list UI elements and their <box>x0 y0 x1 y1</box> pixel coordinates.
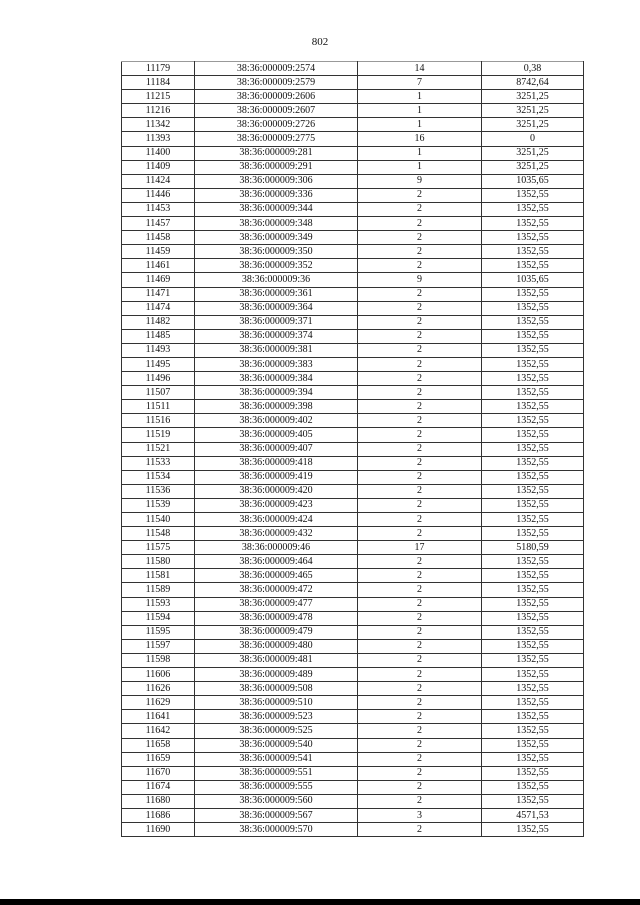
count-cell: 1 <box>358 146 482 160</box>
row-number-cell: 11400 <box>122 146 195 160</box>
count-cell: 2 <box>358 301 482 315</box>
row-number-cell: 11493 <box>122 343 195 357</box>
table-row <box>122 259 584 273</box>
count-cell: 2 <box>358 569 482 583</box>
count-cell: 3 <box>358 808 482 822</box>
value-cell: 1352,55 <box>482 696 584 710</box>
row-number-cell: 11540 <box>122 513 195 527</box>
value-cell: 1352,55 <box>482 231 584 245</box>
count-cell: 2 <box>358 202 482 216</box>
count-cell: 2 <box>358 823 482 837</box>
cadastral-number-cell: 38:36:000009:481 <box>195 653 358 667</box>
cadastral-number-cell: 38:36:000009:2606 <box>195 90 358 104</box>
cadastral-number-cell: 38:36:000009:423 <box>195 498 358 512</box>
value-cell: 1352,55 <box>482 668 584 682</box>
count-cell: 2 <box>358 287 482 301</box>
row-number-cell: 11216 <box>122 104 195 118</box>
row-number-cell: 11457 <box>122 217 195 231</box>
count-cell: 2 <box>358 752 482 766</box>
value-cell: 1352,55 <box>482 752 584 766</box>
table-row <box>122 808 584 822</box>
table-row <box>122 287 584 301</box>
value-cell: 0,38 <box>482 62 584 76</box>
cadastral-number-cell: 38:36:000009:344 <box>195 202 358 216</box>
value-cell: 0 <box>482 132 584 146</box>
value-cell: 1352,55 <box>482 653 584 667</box>
cadastral-number-cell: 38:36:000009:398 <box>195 400 358 414</box>
count-cell: 2 <box>358 217 482 231</box>
table-row <box>122 527 584 541</box>
count-cell: 2 <box>358 315 482 329</box>
cadastral-number-cell: 38:36:000009:364 <box>195 301 358 315</box>
cadastral-number-cell: 38:36:000009:352 <box>195 259 358 273</box>
row-number-cell: 11680 <box>122 794 195 808</box>
value-cell: 1035,65 <box>482 273 584 287</box>
table-row <box>122 513 584 527</box>
value-cell: 3251,25 <box>482 146 584 160</box>
cadastral-number-cell: 38:36:000009:464 <box>195 555 358 569</box>
row-number-cell: 11626 <box>122 682 195 696</box>
table-row <box>122 146 584 160</box>
table-row <box>122 104 584 118</box>
table-row <box>122 202 584 216</box>
count-cell: 2 <box>358 231 482 245</box>
table-row <box>122 569 584 583</box>
row-number-cell: 11342 <box>122 118 195 132</box>
value-cell: 1352,55 <box>482 738 584 752</box>
cadastral-number-cell: 38:36:000009:420 <box>195 484 358 498</box>
count-cell: 2 <box>358 498 482 512</box>
table-row <box>122 273 584 287</box>
table-row <box>122 738 584 752</box>
row-number-cell: 11629 <box>122 696 195 710</box>
row-number-cell: 11495 <box>122 357 195 371</box>
value-cell: 1352,55 <box>482 414 584 428</box>
count-cell: 2 <box>358 470 482 484</box>
value-cell: 1352,55 <box>482 343 584 357</box>
table-row <box>122 682 584 696</box>
row-number-cell: 11606 <box>122 668 195 682</box>
value-cell: 1352,55 <box>482 329 584 343</box>
cadastral-number-cell: 38:36:000009:374 <box>195 329 358 343</box>
row-number-cell: 11670 <box>122 766 195 780</box>
row-number-cell: 11511 <box>122 400 195 414</box>
table-row <box>122 315 584 329</box>
row-number-cell: 11179 <box>122 62 195 76</box>
cadastral-number-cell: 38:36:000009:541 <box>195 752 358 766</box>
cadastral-number-cell: 38:36:000009:349 <box>195 231 358 245</box>
count-cell: 2 <box>358 442 482 456</box>
table-row <box>122 611 584 625</box>
row-number-cell: 11471 <box>122 287 195 301</box>
count-cell: 2 <box>358 372 482 386</box>
cadastral-number-cell: 38:36:000009:384 <box>195 372 358 386</box>
value-cell: 1352,55 <box>482 470 584 484</box>
count-cell: 9 <box>358 174 482 188</box>
table-row <box>122 160 584 174</box>
table-row <box>122 780 584 794</box>
table-row <box>122 343 584 357</box>
table-row <box>122 428 584 442</box>
value-cell: 3251,25 <box>482 118 584 132</box>
row-number-cell: 11453 <box>122 202 195 216</box>
value-cell: 4571,53 <box>482 808 584 822</box>
row-number-cell: 11521 <box>122 442 195 456</box>
table-row <box>122 498 584 512</box>
cadastral-number-cell: 38:36:000009:281 <box>195 146 358 160</box>
count-cell: 2 <box>358 259 482 273</box>
table-row <box>122 724 584 738</box>
value-cell: 1352,55 <box>482 202 584 216</box>
table-row <box>122 639 584 653</box>
value-cell: 1352,55 <box>482 498 584 512</box>
table-row <box>122 400 584 414</box>
count-cell: 2 <box>358 357 482 371</box>
row-number-cell: 11642 <box>122 724 195 738</box>
value-cell: 1352,55 <box>482 639 584 653</box>
value-cell: 5180,59 <box>482 541 584 555</box>
cadastral-number-cell: 38:36:000009:424 <box>195 513 358 527</box>
value-cell: 1352,55 <box>482 287 584 301</box>
cadastral-number-cell: 38:36:000009:555 <box>195 780 358 794</box>
count-cell: 2 <box>358 329 482 343</box>
row-number-cell: 11581 <box>122 569 195 583</box>
table-row <box>122 752 584 766</box>
table-row <box>122 90 584 104</box>
row-number-cell: 11580 <box>122 555 195 569</box>
row-number-cell: 11482 <box>122 315 195 329</box>
value-cell: 1352,55 <box>482 315 584 329</box>
cadastral-number-cell: 38:36:000009:560 <box>195 794 358 808</box>
count-cell: 2 <box>358 555 482 569</box>
cadastral-number-cell: 38:36:000009:2726 <box>195 118 358 132</box>
count-cell: 2 <box>358 766 482 780</box>
row-number-cell: 11507 <box>122 386 195 400</box>
cadastral-number-cell: 38:36:000009:348 <box>195 217 358 231</box>
row-number-cell: 11474 <box>122 301 195 315</box>
row-number-cell: 11674 <box>122 780 195 794</box>
value-cell: 1352,55 <box>482 513 584 527</box>
row-number-cell: 11658 <box>122 738 195 752</box>
row-number-cell: 11409 <box>122 160 195 174</box>
value-cell: 1352,55 <box>482 217 584 231</box>
value-cell: 8742,64 <box>482 76 584 90</box>
row-number-cell: 11516 <box>122 414 195 428</box>
value-cell: 1352,55 <box>482 386 584 400</box>
value-cell: 3251,25 <box>482 90 584 104</box>
row-number-cell: 11536 <box>122 484 195 498</box>
value-cell: 1352,55 <box>482 794 584 808</box>
row-number-cell: 11686 <box>122 808 195 822</box>
value-cell: 1352,55 <box>482 823 584 837</box>
value-cell: 1352,55 <box>482 357 584 371</box>
scan-bottom-edge <box>0 899 640 905</box>
cadastral-number-cell: 38:36:000009:508 <box>195 682 358 696</box>
cadastral-number-cell: 38:36:000009:2775 <box>195 132 358 146</box>
count-cell: 2 <box>358 484 482 498</box>
cadastral-number-cell: 38:36:000009:523 <box>195 710 358 724</box>
value-cell: 1352,55 <box>482 301 584 315</box>
count-cell: 2 <box>358 653 482 667</box>
value-cell: 1035,65 <box>482 174 584 188</box>
cadastral-number-cell: 38:36:000009:361 <box>195 287 358 301</box>
count-cell: 2 <box>358 625 482 639</box>
table-row <box>122 118 584 132</box>
cadastral-number-cell: 38:36:000009:510 <box>195 696 358 710</box>
cadastral-number-cell: 38:36:000009:472 <box>195 583 358 597</box>
data-table <box>121 61 584 837</box>
table-row <box>122 823 584 837</box>
value-cell: 1352,55 <box>482 527 584 541</box>
value-cell: 1352,55 <box>482 400 584 414</box>
table-row <box>122 217 584 231</box>
table-row <box>122 301 584 315</box>
table-row <box>122 794 584 808</box>
page-number: 802 <box>311 36 329 48</box>
cadastral-number-cell: 38:36:000009:407 <box>195 442 358 456</box>
table-row <box>122 710 584 724</box>
cadastral-number-cell: 38:36:000009:405 <box>195 428 358 442</box>
cadastral-number-cell: 38:36:000009:418 <box>195 456 358 470</box>
count-cell: 2 <box>358 696 482 710</box>
cadastral-number-cell: 38:36:000009:540 <box>195 738 358 752</box>
value-cell: 1352,55 <box>482 259 584 273</box>
cadastral-number-cell: 38:36:000009:291 <box>195 160 358 174</box>
count-cell: 2 <box>358 245 482 259</box>
row-number-cell: 11575 <box>122 541 195 555</box>
count-cell: 2 <box>358 611 482 625</box>
row-number-cell: 11548 <box>122 527 195 541</box>
table-row <box>122 174 584 188</box>
count-cell: 1 <box>358 104 482 118</box>
count-cell: 1 <box>358 160 482 174</box>
table-row <box>122 386 584 400</box>
value-cell: 1352,55 <box>482 710 584 724</box>
cadastral-number-cell: 38:36:000009:567 <box>195 808 358 822</box>
table-row <box>122 188 584 202</box>
row-number-cell: 11595 <box>122 625 195 639</box>
count-cell: 16 <box>358 132 482 146</box>
value-cell: 1352,55 <box>482 372 584 386</box>
value-cell: 1352,55 <box>482 245 584 259</box>
table-row <box>122 766 584 780</box>
row-number-cell: 11469 <box>122 273 195 287</box>
row-number-cell: 11659 <box>122 752 195 766</box>
count-cell: 2 <box>358 527 482 541</box>
table-row <box>122 62 584 76</box>
cadastral-number-cell: 38:36:000009:371 <box>195 315 358 329</box>
cadastral-number-cell: 38:36:000009:489 <box>195 668 358 682</box>
value-cell: 1352,55 <box>482 611 584 625</box>
count-cell: 2 <box>358 639 482 653</box>
count-cell: 2 <box>358 682 482 696</box>
count-cell: 2 <box>358 583 482 597</box>
row-number-cell: 11446 <box>122 188 195 202</box>
row-number-cell: 11461 <box>122 259 195 273</box>
cadastral-number-cell: 38:36:000009:432 <box>195 527 358 541</box>
cadastral-number-cell: 38:36:000009:350 <box>195 245 358 259</box>
cadastral-number-cell: 38:36:000009:46 <box>195 541 358 555</box>
row-number-cell: 11184 <box>122 76 195 90</box>
table-row <box>122 132 584 146</box>
cadastral-number-cell: 38:36:000009:480 <box>195 639 358 653</box>
table-row <box>122 231 584 245</box>
value-cell: 1352,55 <box>482 682 584 696</box>
row-number-cell: 11458 <box>122 231 195 245</box>
cadastral-number-cell: 38:36:000009:551 <box>195 766 358 780</box>
table-row <box>122 76 584 90</box>
value-cell: 1352,55 <box>482 555 584 569</box>
row-number-cell: 11534 <box>122 470 195 484</box>
row-number-cell: 11533 <box>122 456 195 470</box>
count-cell: 2 <box>358 414 482 428</box>
table-row <box>122 555 584 569</box>
value-cell: 3251,25 <box>482 104 584 118</box>
value-cell: 1352,55 <box>482 428 584 442</box>
cadastral-number-cell: 38:36:000009:336 <box>195 188 358 202</box>
value-cell: 1352,55 <box>482 625 584 639</box>
count-cell: 2 <box>358 597 482 611</box>
row-number-cell: 11485 <box>122 329 195 343</box>
count-cell: 2 <box>358 668 482 682</box>
count-cell: 2 <box>358 780 482 794</box>
value-cell: 1352,55 <box>482 188 584 202</box>
table-row <box>122 470 584 484</box>
count-cell: 2 <box>358 513 482 527</box>
cadastral-number-cell: 38:36:000009:465 <box>195 569 358 583</box>
table-row <box>122 245 584 259</box>
count-cell: 2 <box>358 724 482 738</box>
count-cell: 2 <box>358 456 482 470</box>
cadastral-number-cell: 38:36:000009:570 <box>195 823 358 837</box>
count-cell: 7 <box>358 76 482 90</box>
count-cell: 2 <box>358 188 482 202</box>
value-cell: 1352,55 <box>482 456 584 470</box>
table-row <box>122 357 584 371</box>
count-cell: 9 <box>358 273 482 287</box>
value-cell: 1352,55 <box>482 484 584 498</box>
cadastral-number-cell: 38:36:000009:525 <box>195 724 358 738</box>
cadastral-number-cell: 38:36:000009:478 <box>195 611 358 625</box>
count-cell: 2 <box>358 400 482 414</box>
count-cell: 2 <box>358 794 482 808</box>
value-cell: 1352,55 <box>482 583 584 597</box>
cadastral-number-cell: 38:36:000009:2579 <box>195 76 358 90</box>
count-cell: 1 <box>358 90 482 104</box>
cadastral-number-cell: 38:36:000009:477 <box>195 597 358 611</box>
value-cell: 1352,55 <box>482 780 584 794</box>
row-number-cell: 11597 <box>122 639 195 653</box>
row-number-cell: 11519 <box>122 428 195 442</box>
row-number-cell: 11459 <box>122 245 195 259</box>
value-cell: 1352,55 <box>482 442 584 456</box>
row-number-cell: 11496 <box>122 372 195 386</box>
value-cell: 1352,55 <box>482 569 584 583</box>
row-number-cell: 11215 <box>122 90 195 104</box>
count-cell: 2 <box>358 428 482 442</box>
row-number-cell: 11641 <box>122 710 195 724</box>
cadastral-number-cell: 38:36:000009:394 <box>195 386 358 400</box>
cadastral-number-cell: 38:36:000009:419 <box>195 470 358 484</box>
cadastral-number-cell: 38:36:000009:383 <box>195 357 358 371</box>
table-row <box>122 583 584 597</box>
table-row <box>122 541 584 555</box>
table-body <box>122 62 584 837</box>
row-number-cell: 11539 <box>122 498 195 512</box>
count-cell: 1 <box>358 118 482 132</box>
row-number-cell: 11424 <box>122 174 195 188</box>
table-row <box>122 653 584 667</box>
row-number-cell: 11393 <box>122 132 195 146</box>
table-row <box>122 442 584 456</box>
table-row <box>122 625 584 639</box>
cadastral-number-cell: 38:36:000009:36 <box>195 273 358 287</box>
table-row <box>122 668 584 682</box>
count-cell: 2 <box>358 738 482 752</box>
count-cell: 2 <box>358 710 482 724</box>
count-cell: 2 <box>358 343 482 357</box>
cadastral-number-cell: 38:36:000009:381 <box>195 343 358 357</box>
cadastral-number-cell: 38:36:000009:402 <box>195 414 358 428</box>
cadastral-number-cell: 38:36:000009:479 <box>195 625 358 639</box>
table-row <box>122 597 584 611</box>
value-cell: 3251,25 <box>482 160 584 174</box>
cadastral-number-cell: 38:36:000009:2607 <box>195 104 358 118</box>
row-number-cell: 11690 <box>122 823 195 837</box>
row-number-cell: 11593 <box>122 597 195 611</box>
table-row <box>122 414 584 428</box>
table-row <box>122 456 584 470</box>
cadastral-number-cell: 38:36:000009:2574 <box>195 62 358 76</box>
cadastral-number-cell: 38:36:000009:306 <box>195 174 358 188</box>
table-row <box>122 329 584 343</box>
value-cell: 1352,55 <box>482 766 584 780</box>
count-cell: 17 <box>358 541 482 555</box>
count-cell: 14 <box>358 62 482 76</box>
row-number-cell: 11589 <box>122 583 195 597</box>
row-number-cell: 11594 <box>122 611 195 625</box>
table-row <box>122 372 584 386</box>
value-cell: 1352,55 <box>482 597 584 611</box>
count-cell: 2 <box>358 386 482 400</box>
table-row <box>122 696 584 710</box>
table-row <box>122 484 584 498</box>
row-number-cell: 11598 <box>122 653 195 667</box>
value-cell: 1352,55 <box>482 724 584 738</box>
